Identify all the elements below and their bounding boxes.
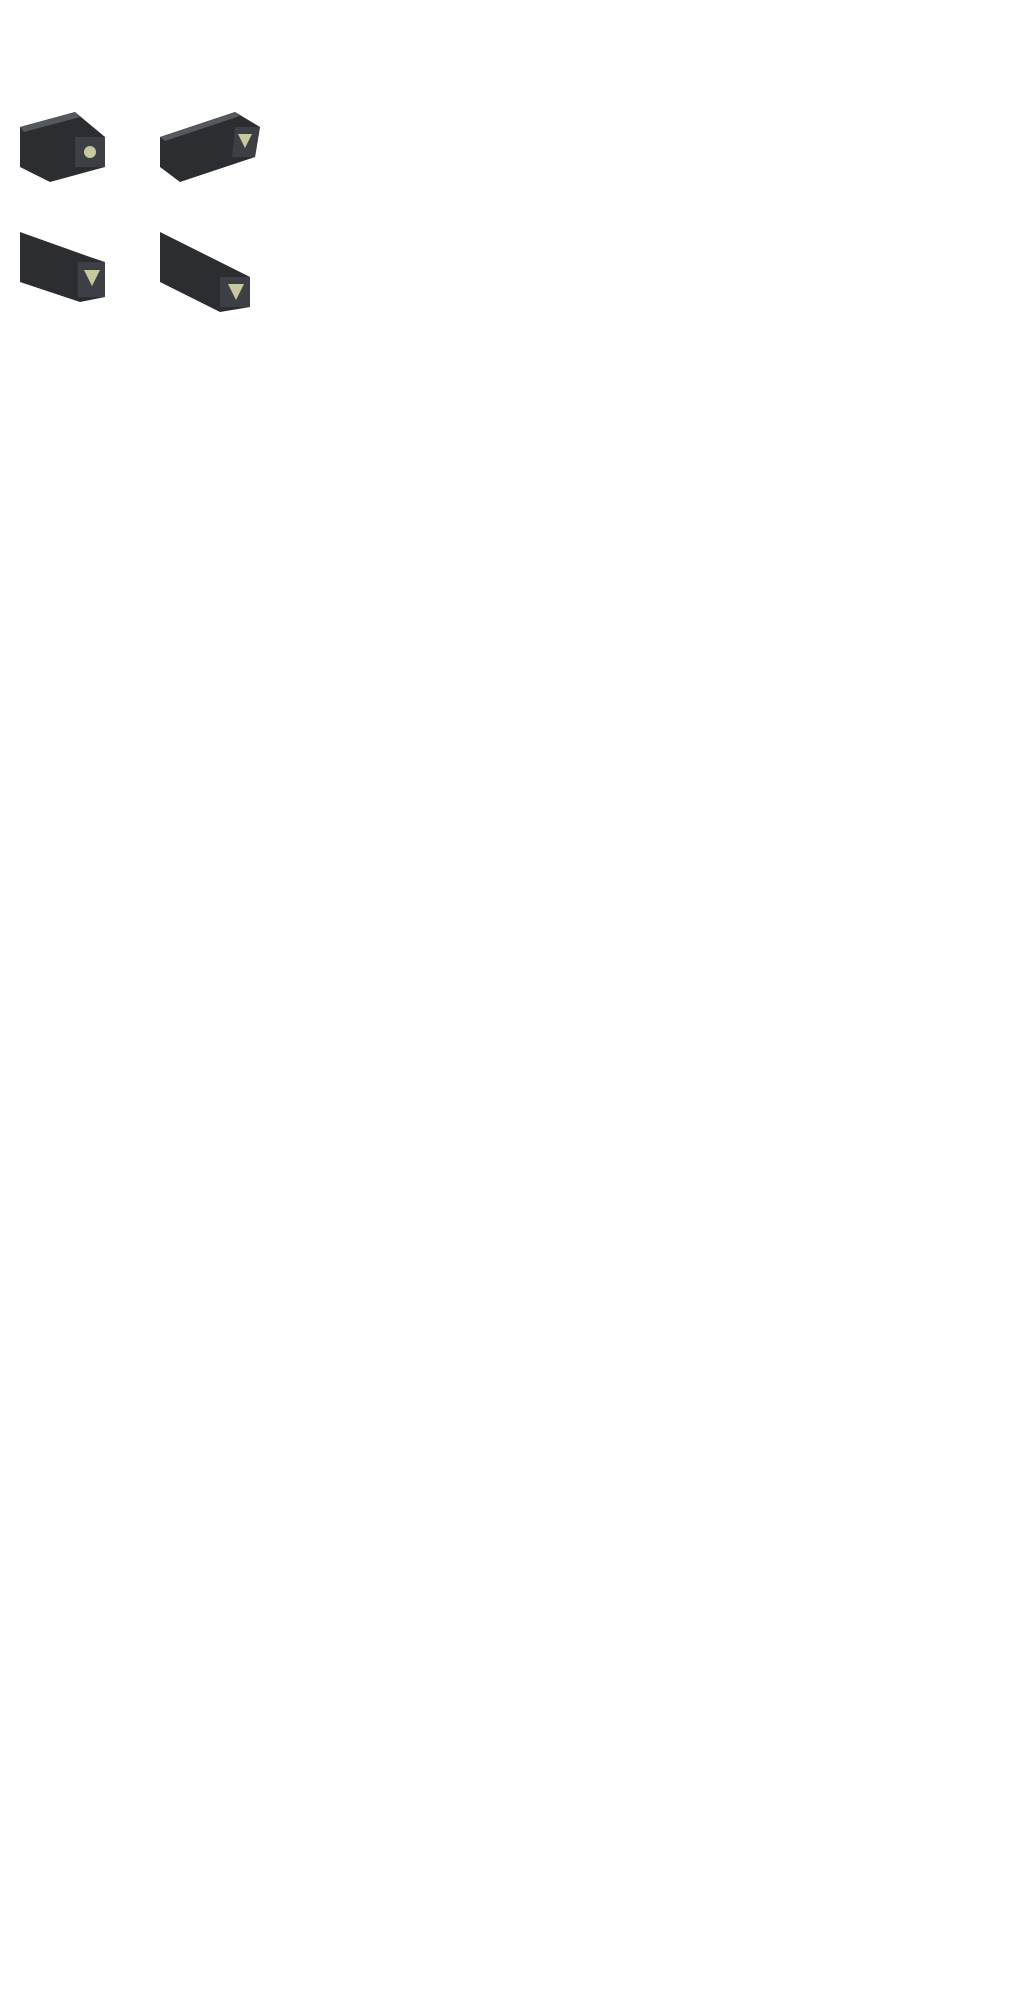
sbs-photo	[160, 112, 280, 207]
sbs316a-photo	[160, 222, 280, 322]
tbs-photo	[20, 112, 130, 207]
tool-photos	[20, 112, 282, 338]
tsbs-photo	[20, 222, 130, 322]
